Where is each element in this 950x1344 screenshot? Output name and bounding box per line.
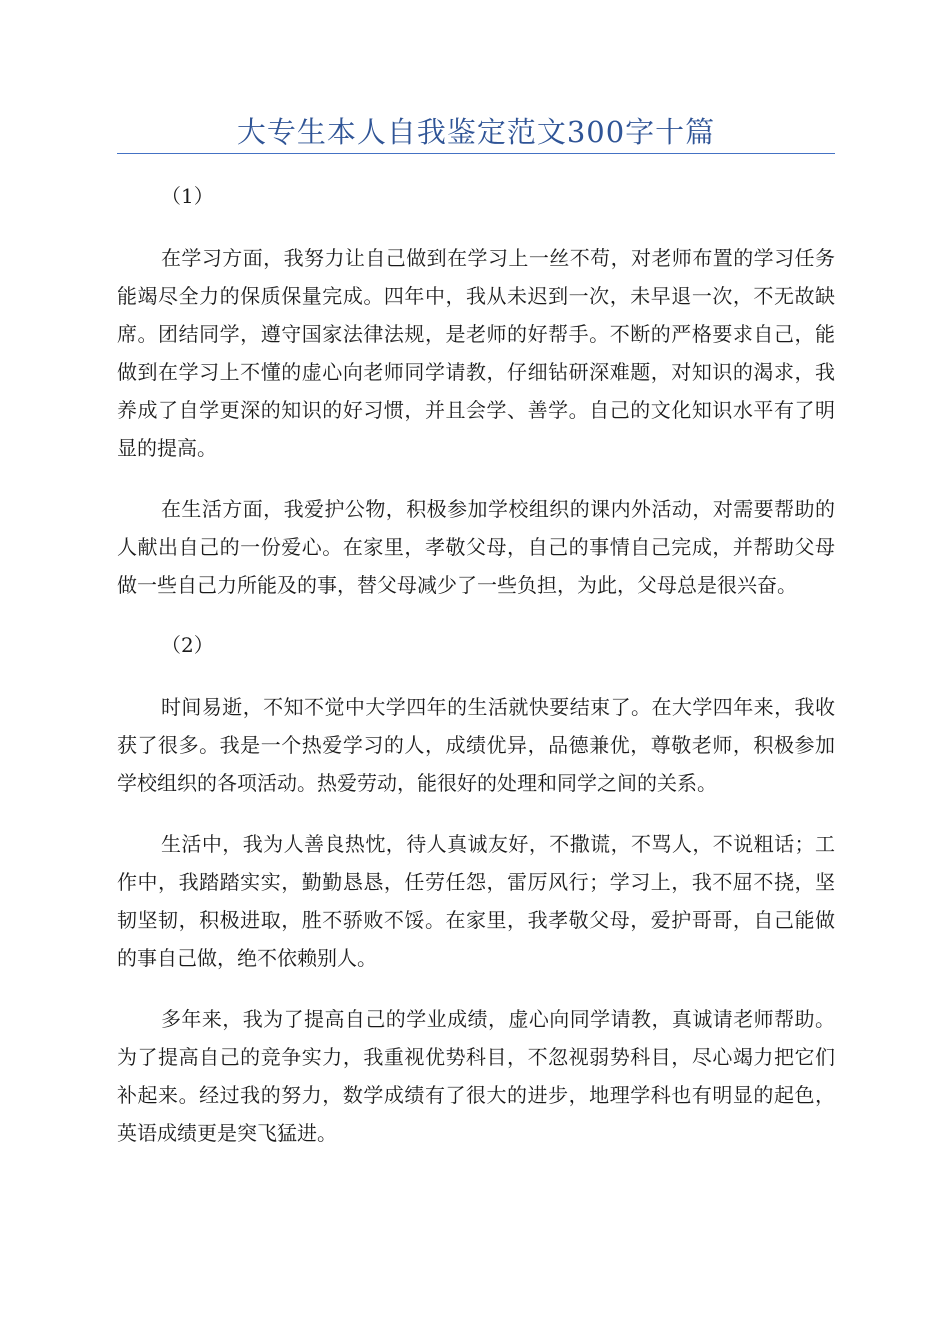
document-title: 大专生本人自我鉴定范文300字十篇 [236, 115, 716, 149]
paragraph: 时间易逝，不知不觉中大学四年的生活就快要结束了。在大学四年来，我收获了很多。我是一个热爱学习的人，成绩优异，品德兼优，尊敬老师，积极参加学校组织的各项活动。热爱劳动，能很好的处理和同学之间的关系。 [117, 695, 835, 795]
paragraph: 在生活方面，我爱护公物，积极参加学校组织的课内外活动，对需要帮助的人献出自己的一份爱心。在家里，孝敬父母，自己的事情自己完成，并帮助父母做一些自己力所能及的事，替父母减少了一些负担，为此，父母总是很兴奋。 [117, 497, 835, 597]
paragraph: 生活中，我为人善良热忱，待人真诚友好，不撒谎，不骂人，不说粗话；工作中，我踏踏实实，勤勤恳恳，任劳任怨，雷厉风行；学习上，我不屈不挠，坚韧坚韧，积极进取，胜不骄败不馁。在家里，我孝敬父母，爱护哥哥，自己能做的事自己做，绝不依赖别人。 [117, 832, 835, 970]
section-number: （2） [161, 633, 214, 657]
section-number: （1） [161, 184, 214, 208]
document-body [117, 178, 835, 1152]
paragraph: 多年来，我为了提高自己的学业成绩，虚心向同学请教，真诚请老师帮助。为了提高自己的竞争实力，我重视优势科目，不忽视弱势科目，尽心竭力把它们补起来。经过我的努力，数学成绩有了很大的进步，地理学科也有明显的起色，英语成绩更是突飞猛进。 [117, 1007, 835, 1145]
paragraph: 在学习方面，我努力让自己做到在学习上一丝不苟，对老师布置的学习任务能竭尽全力的保质保量完成。四年中，我从未迟到一次，未早退一次，不无故缺席。团结同学，遵守国家法律法规，是老师的好帮手。不断的严格要求自己，能做到在学习上不懂的虚心向老师同学请教，仔细钻研深难题，对知识的渴求，我养成了自学更深的知识的好习惯，并且会学、善学。自己的文化知识水平有了明显的提高。 [117, 246, 835, 460]
title-underline [117, 153, 835, 154]
